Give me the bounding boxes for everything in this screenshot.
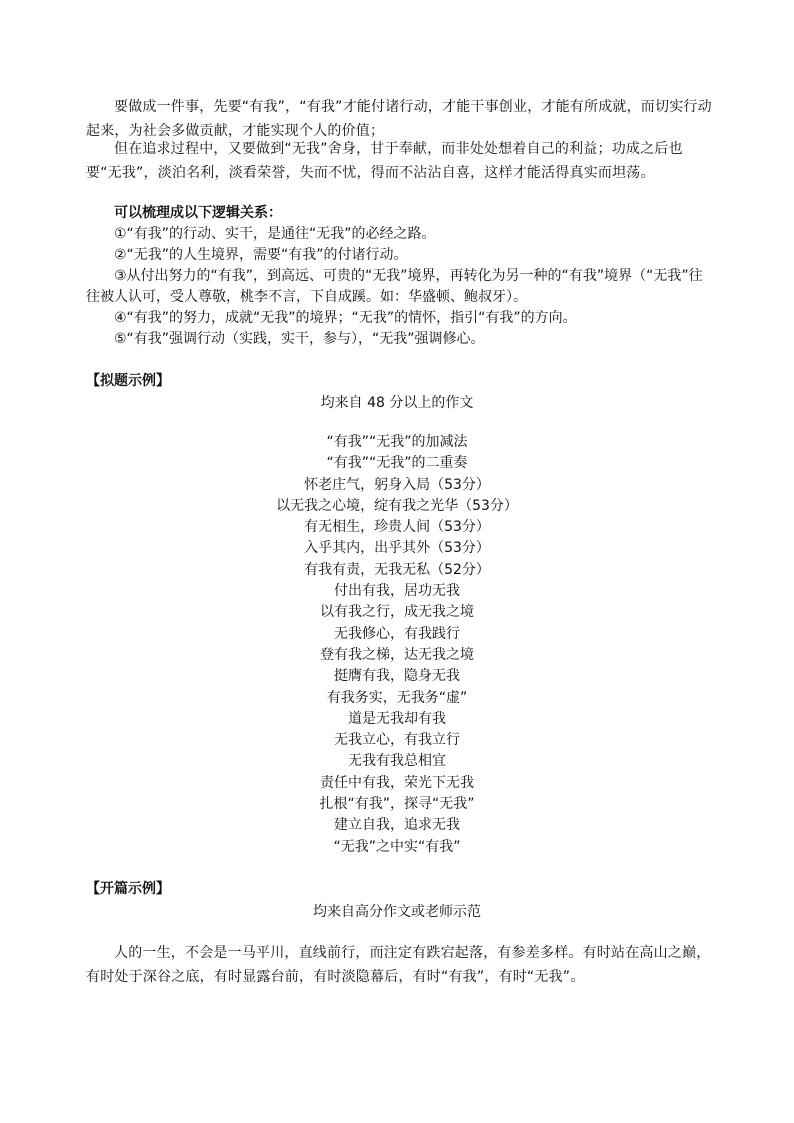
title-section-heading: 【拟题示例】	[86, 373, 170, 389]
list-item: “无我”之中实“有我”	[333, 838, 461, 855]
list-item: 登有我之梯，达无我之境	[320, 646, 474, 663]
list-item: 责任中有我，荣光下无我	[320, 774, 474, 791]
logic-item-3: ③从付出努力的“有我”，到高远、可贵的“无我”境界，再转化为另一种的“有我”境界（“无我”往往被人认可，受人尊敬，桃李不言，下自成蹊。如：华盛顿、鲍叔牙）。	[86, 268, 703, 305]
list-item: “有我”“无我”的二重奏	[326, 455, 468, 472]
list-item: 有我有责，无我无私（52分）	[304, 561, 490, 578]
opening-section-subheading: 均来自高分作文或老师示范	[313, 904, 481, 920]
list-item: 有我务实，无我务“虚”	[326, 689, 468, 706]
list-item: 无我立心，有我立行	[334, 732, 460, 749]
list-item: 怀老庄气，躬身入局（53分）	[304, 476, 490, 493]
intro-paragraph-1: 要做成一件事，先要“有我”，“有我”才能付诸行动，才能干事创业，才能有所成就，而切实行动起来，为社会多做贡献，才能实现个人的价值；	[86, 99, 712, 139]
logic-item-1: ①“有我”的行动、实干，是通往“无我”的必经之路。	[114, 226, 436, 242]
list-item: 挺膺有我，隐身无我	[334, 668, 460, 685]
list-item: 有无相生，珍贵人间（53分）	[304, 519, 490, 536]
logic-item-4: ④“有我”的努力，成就“无我”的境界；“无我”的情怀，指引“有我”的方向。	[114, 310, 577, 326]
list-item: “有我”“无我”的加减法	[326, 434, 468, 450]
intro-paragraph-2: 但在追求过程中，又要做到“无我”舍身，甘于奉献，而非处处想着自己的利益；功成之后也要“无我”，淡泊名利，淡看荣誉，失而不忧，得而不沾沾自喜，这样才能活得真实而坦荡。	[86, 141, 683, 181]
list-item: 建立自我，追求无我	[334, 817, 460, 834]
title-section-subheading: 均来自 48 分以上的作文	[320, 395, 474, 411]
list-item: 扎根“有我”，探寻“无我”	[319, 796, 475, 813]
opening-paragraph: 人的一生，不会是一马平川，直线前行，而注定有跌宕起落，有参差多样。有时站在高山之巅，有时处于深谷之底，有时显露台前，有时淡隐幕后，有时“有我”，有时“无我”。	[86, 945, 711, 985]
list-item: 道是无我却有我	[348, 710, 446, 727]
logic-item-5: ⑤“有我”强调行动（实践，实干，参与），“无我”强调修心。	[114, 331, 485, 347]
list-item: 无我有我总相宜	[348, 753, 446, 770]
list-item: 以无我之心境，绽有我之光华（53分）	[276, 497, 518, 514]
opening-section-heading: 【开篇示例】	[86, 881, 170, 897]
list-item: 入乎其内，出乎其外（53分）	[304, 540, 490, 557]
logic-item-2: ②“无我”的人生境界，需要“有我”的付诸行动。	[114, 247, 408, 263]
list-item: 无我修心，有我践行	[334, 625, 460, 642]
title-examples-list	[0, 432, 794, 858]
list-item: 付出有我，居功无我	[334, 583, 460, 600]
list-item: 以有我之行，成无我之境	[320, 604, 474, 621]
logic-heading: 可以梳理成以下逻辑关系：	[114, 205, 282, 221]
